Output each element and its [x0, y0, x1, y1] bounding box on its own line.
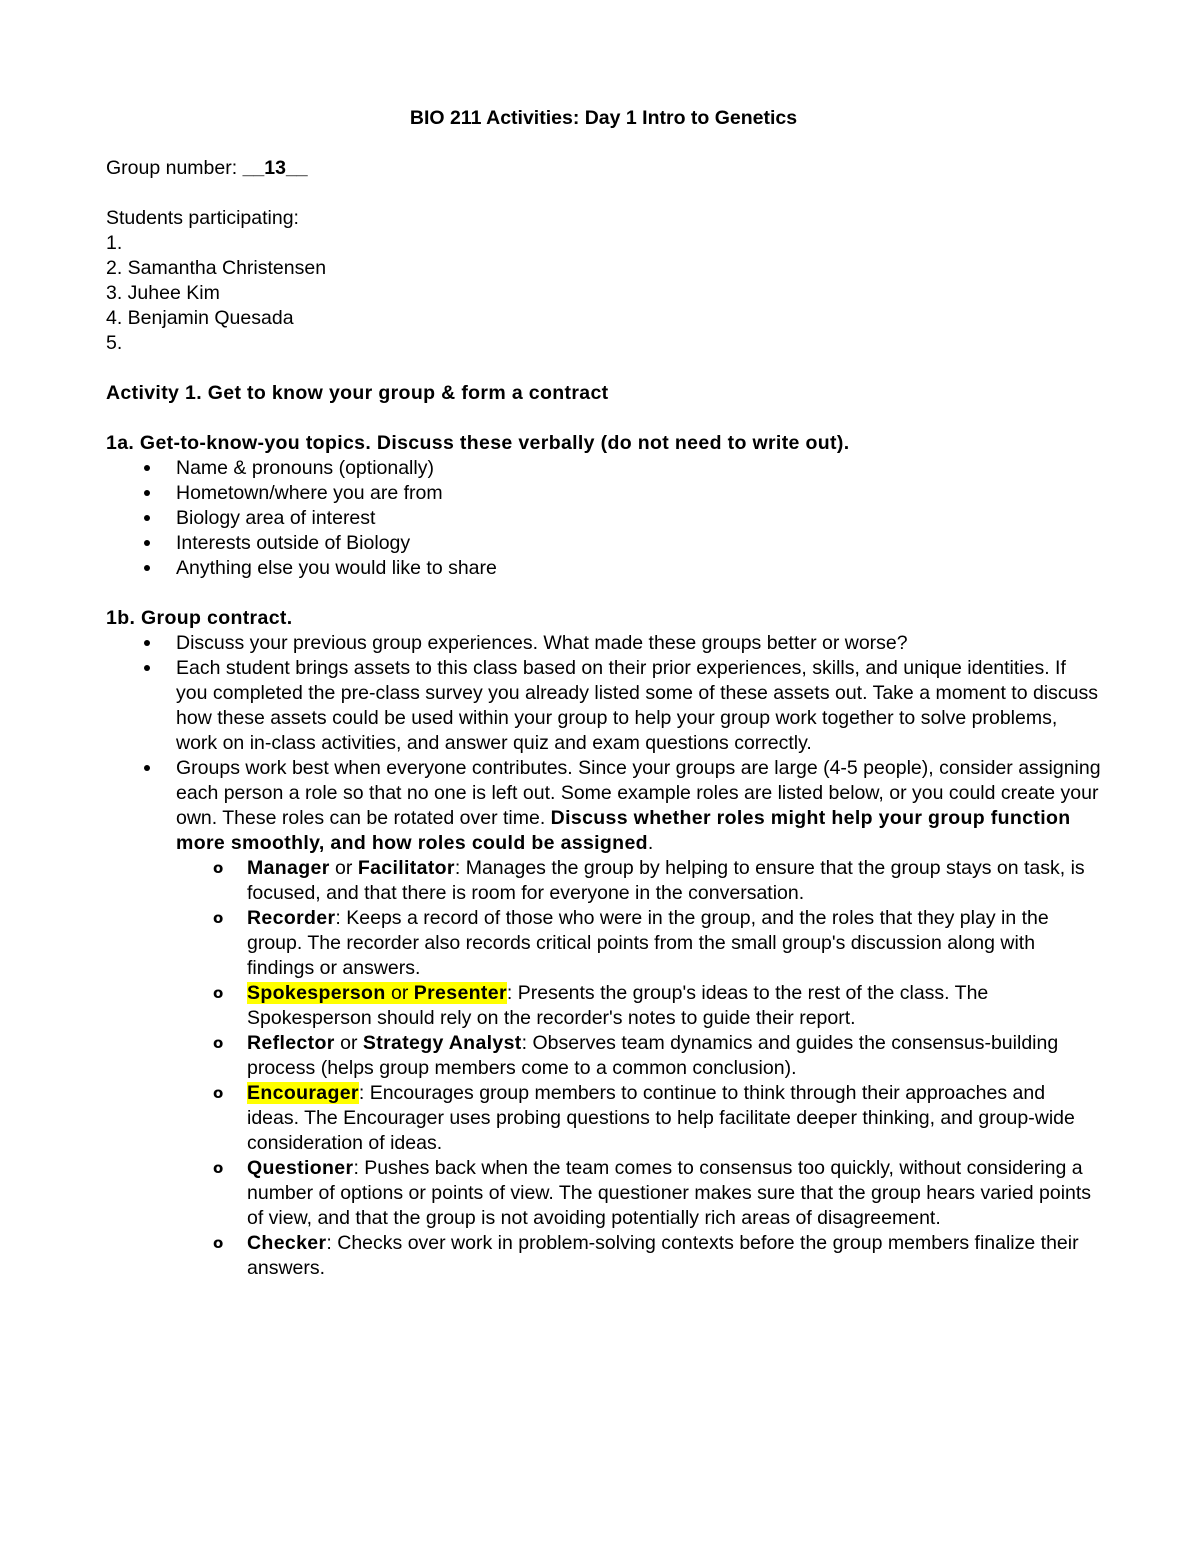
- list-item: Groups work best when everyone contributes. Since your groups are large (4-5 people), consider assigning each person a role so that no one is left out. Some example roles are listed below, or you could create your own. These roles can be rotated over time. Discuss whether roles might help your group function more smoothly, and how roles could be assigned. o Manager or Facilitator: Manages the group by helping to ensure that the group stays on task, is focused, and that there is room for everyone in the conversation. o Recorder: Keeps a record of those who were in the group, and the roles that they play in the group. The recorder also records critical points from the small group's discussion along with findings or answers. o Spokesperson or Presenter: Presents the group's ideas to the rest of the class. The Spokesperson should rely on the recorder's notes to guide their report. o Reflector or Strategy Analyst: Observes team dynamics and guides the consensus-building process (helps group members come to a common conclusion). o Encourager: Encourages group members to continue to think through their approaches and ideas. The Encourager uses probing questions to help facilitate deeper thinking, and group-wide consideration of ideas. o Questioner: Pushes back when the team comes to consensus too quickly, without considering a number of options or points of view. The questioner makes sure that the group hears varied points of view, and that the group is not avoiding potentially rich areas of disagreement. o Checker: Checks over work in problem-solving contexts before the group members finalize their answers.: [106, 756, 1101, 1281]
- circle-bullet-icon: o: [213, 859, 224, 877]
- role-encourager: o Encourager: Encourages group members to continue to think through their approaches and ideas. The Encourager uses probing questions to help facilitate deeper thinking, and group-wide consideration of ideas.: [213, 1082, 1075, 1154]
- bullet-icon: [144, 490, 150, 496]
- bullet-icon: [144, 465, 150, 471]
- circle-bullet-icon: o: [213, 1234, 224, 1252]
- bullet-icon: [144, 765, 150, 771]
- group-number-line: [106, 156, 1101, 181]
- list-item: Biology area of interest: [106, 506, 1101, 531]
- group-number-label: Group number:: [106, 157, 243, 179]
- bullet-icon: [144, 565, 150, 571]
- student-1: 1.: [106, 232, 123, 254]
- section-1a-heading: 1a. Get-to-know-you topics. Discuss these verbally (do not need to write out).: [106, 432, 850, 454]
- document-title: BIO 211 Activities: Day 1 Intro to Genetics: [409, 107, 798, 129]
- student-4: 4. Benjamin Quesada: [106, 307, 294, 329]
- role-spokesperson: o Spokesperson or Presenter: Presents the group's ideas to the rest of the class. The Spokesperson should rely on the recorder's notes to guide their report.: [213, 982, 989, 1029]
- list-item: Hometown/where you are from: [106, 481, 1101, 506]
- student-2: 2. Samantha Christensen: [106, 257, 327, 279]
- list-item: Anything else you would like to share: [106, 556, 1101, 581]
- role-manager: o Manager or Facilitator: Manages the group by helping to ensure that the group stays on task, is focused, and that there is room for everyone in the conversation.: [213, 857, 1085, 904]
- section-1b-list: [106, 631, 1101, 1281]
- role-questioner: o Questioner: Pushes back when the team comes to consensus too quickly, without considering a number of options or points of view. The questioner makes sure that the group hears varied points of view, and that the group is not avoiding potentially rich areas of disagreement.: [213, 1157, 1092, 1229]
- list-item: Interests outside of Biology: [106, 531, 1101, 556]
- bullet-icon: [144, 540, 150, 546]
- list-item: Each student brings assets to this class based on their prior experiences, skills, and unique identities. If you completed the pre-class survey you already listed some of these assets out. Take a moment to discuss how these assets could be used within your group to help your group work together to solve problems, work on in-class activities, and answer quiz and exam questions correctly.: [106, 656, 1101, 756]
- bullet-icon: [144, 665, 150, 671]
- circle-bullet-icon: o: [213, 1159, 224, 1177]
- section-1b-heading: 1b. Group contract.: [106, 607, 293, 629]
- role-checker: o Checker: Checks over work in problem-solving contexts before the group members finalize their answers.: [213, 1232, 1079, 1279]
- list-item: Discuss your previous group experiences. What made these groups better or worse?: [106, 631, 1101, 656]
- role-recorder: o Recorder: Keeps a record of those who were in the group, and the roles that they play in the group. The recorder also records critical points from the small group's discussion along with findings or answers.: [213, 907, 1049, 979]
- bullet-icon: [144, 515, 150, 521]
- list-item: Name & pronouns (optionally): [106, 456, 1101, 481]
- role-reflector: o Reflector or Strategy Analyst: Observes team dynamics and guides the consensus-building process (helps group members come to a common conclusion).: [213, 1032, 1059, 1079]
- group-number-value: __13__: [242, 157, 308, 179]
- section-1a-list: [106, 456, 1101, 581]
- student-3: 3. Juhee Kim: [106, 282, 220, 304]
- students-label: Students participating:: [106, 207, 299, 229]
- circle-bullet-icon: o: [213, 909, 224, 927]
- roles-list: [176, 856, 1101, 1281]
- student-5: 5.: [106, 332, 123, 354]
- bullet-icon: [144, 640, 150, 646]
- circle-bullet-icon: o: [213, 984, 224, 1002]
- document-page: [106, 106, 1101, 1281]
- circle-bullet-icon: o: [213, 1084, 224, 1102]
- activity-heading: Activity 1. Get to know your group & form a contract: [106, 382, 609, 404]
- circle-bullet-icon: o: [213, 1034, 224, 1052]
